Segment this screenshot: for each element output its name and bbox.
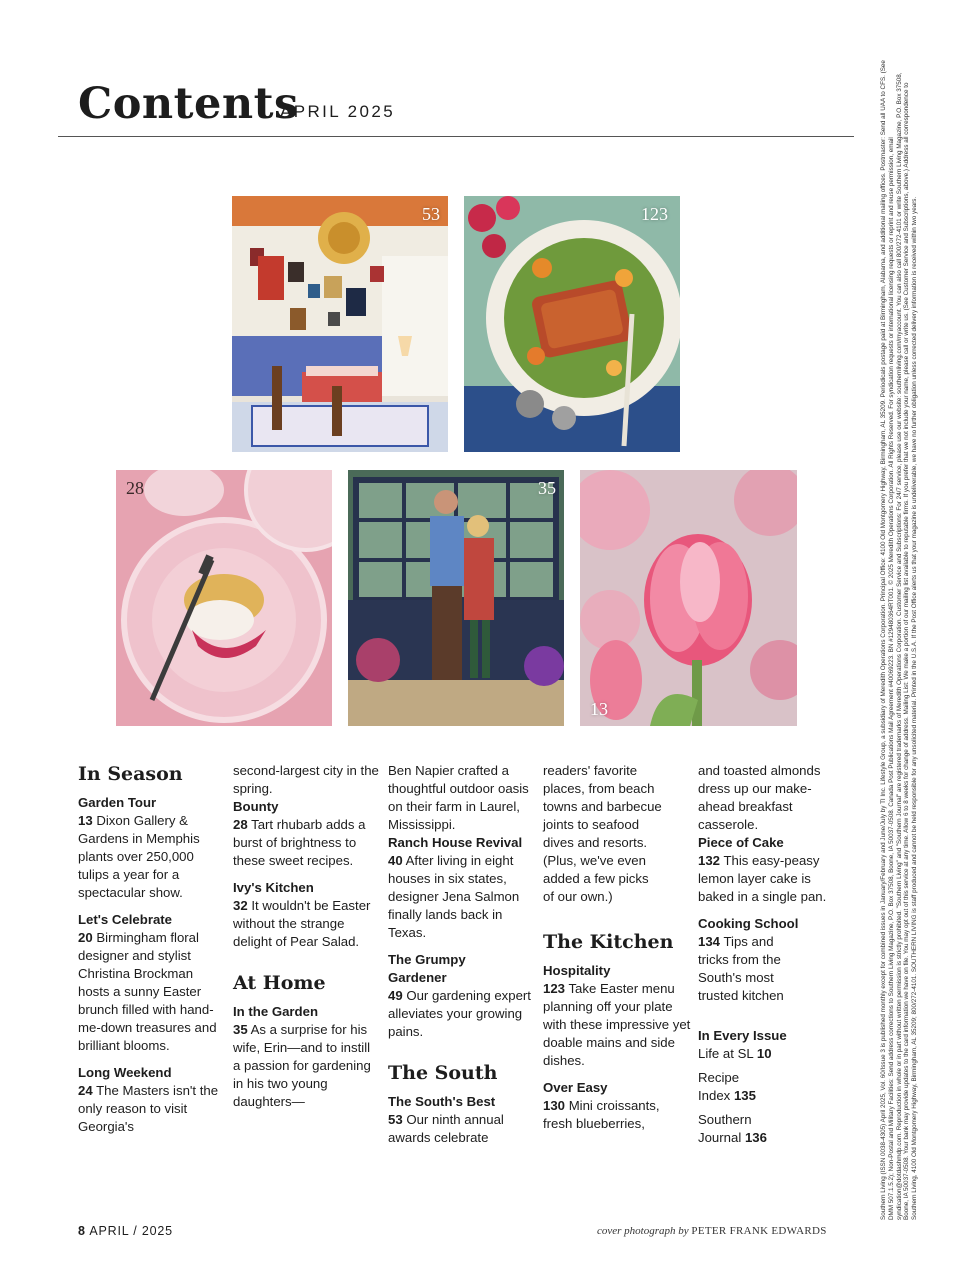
page-number: 32 — [233, 898, 248, 913]
page-number: 135 — [733, 1088, 756, 1103]
item-heading: Long Weekend — [78, 1065, 172, 1080]
item-heading: Piece of Cake — [698, 835, 784, 850]
toc-item-grumpy-gardener[interactable] — [388, 951, 536, 1041]
item-label: Life at SL — [698, 1046, 754, 1061]
toc-column-4 — [543, 762, 691, 1142]
page-number: 49 — [388, 988, 403, 1003]
item-label: Southern Journal — [698, 1112, 752, 1145]
item-heading: Over Easy — [543, 1080, 608, 1095]
toc-item-ivys-kitchen[interactable] — [233, 879, 381, 951]
toc-item-in-the-garden[interactable] — [233, 1003, 381, 1111]
toc-column-2 — [233, 762, 381, 1120]
dessert-illustration — [116, 470, 332, 726]
toc-item-ranch-house-revival[interactable] — [388, 834, 536, 942]
page-title: Contents — [78, 79, 299, 129]
item-heading: Ivy's Kitchen — [233, 880, 314, 895]
header-rule — [58, 136, 854, 137]
photo-rhubarb-dessert[interactable] — [116, 470, 332, 726]
page-number: 13 — [78, 813, 93, 828]
cover-credit — [597, 1225, 827, 1237]
photo-room-interior[interactable] — [232, 196, 448, 452]
room-illustration — [232, 196, 448, 452]
page-number: 28 — [233, 817, 248, 832]
page-number: 10 — [756, 1046, 772, 1061]
photo-page-number: 35 — [538, 478, 556, 498]
item-description: Take Easter menu planning off your plate with these impressive yet doable mains and side dishes. — [543, 981, 691, 1068]
item-description-continued: Ben Napier crafted a thoughtful outdoor oasis on their farm in Laurel, Mississippi. — [388, 763, 529, 832]
toc-item-over-easy[interactable] — [543, 1079, 691, 1133]
credit-prefix: cover photograph by — [597, 1225, 689, 1237]
item-description: Our ninth annual awards celebrate — [388, 1112, 504, 1145]
toc-item-hospitality[interactable] — [543, 962, 691, 1070]
publication-fine-print: Southern Living (ISSN 0038-4305) April 2025, Vol. 60/Issue 3 is published monthly except for combined issues in January/February and June/July by TI Inc. Lifestyle Group, a subsidiary of Meredith Operations Corporation. Principal Office: 4100 Old Montgomery Highway, Birmingham, AL 35209. Periodicals postage paid at Birmingham, Alabama, and additional mailing offices. Postmaster: Send all UAA to CFS. (See DMM 507.1.5.2); Non-Postal and Military Facilities: Send address corrections to Southern Living Magazine, P.O. Box 37508, Boone, IA 50037-0508. Canada Post Publications Mail Agreement #40069223. BN #129480364RT001. © 2025 Meredith Operations Corporation. All Rights Reserved. For syndication requests or international licensing requests or reprint and reuse permission, email syndication@dotdashmdp.com. Reproduction in whole or in part without written permission is strictly prohibited. "Southern Living" and "Southern Journal" are registered trademarks of Meredith Operations Corporation. Customer Service and Subscriptions: For 24/7 service, please use our website: southernliving.com/myaccount. You can also call 800/272-4101 or write Southern Living Magazine, P.O. Box 37508, Boone, IA 50037-0508. Your bank may provide updates to the card information we have on file. You may opt out of this service at any time. Allow 6 to 8 weeks for change of address. Mailing List: We make a portion of our mailing list available to reputable firms. If you prefer that we not include your name, please call or write us. (See Customer Service and Subscriptions, above.) Address all correspondence to Southern Living, 4100 Old Montgomery Highway, Birmingham, AL 35209; 800/272-4101. SOUTHERN LIVING is staff produced and cannot be held responsible for any unsolicited material. Printed in the U.S.A. If the Post Office alerts us that your magazine is undeliverable, we have no further obligation unless corrected delivery information is received within two years. — [880, 60, 919, 1220]
item-heading: The Grumpy Gardener — [388, 952, 466, 985]
item-description: As a surprise for his wife, Erin—and to instill a passion for gardening in his two young daughters— — [233, 1022, 371, 1109]
toc-item-souths-best[interactable] — [388, 1093, 536, 1147]
folio — [78, 1224, 173, 1238]
folio-date: APRIL / 2025 — [89, 1224, 173, 1238]
page-number: 134 — [698, 934, 721, 949]
couple-illustration — [348, 470, 564, 726]
item-description: After living in eight houses in six states, designer Jena Salmon finally lands back in Texas. — [388, 853, 520, 940]
item-description: This easy-peasy lemon layer cake is baked in a single pan. — [698, 853, 827, 904]
toc-item-life-at-sl[interactable] — [698, 1045, 838, 1063]
item-description: The Masters isn't the only reason to visit Georgia's — [78, 1083, 219, 1134]
page-number: 132 — [698, 853, 721, 868]
page-number: 136 — [744, 1130, 767, 1145]
page-number: 24 — [78, 1083, 93, 1098]
folio-page-number: 8 — [78, 1224, 86, 1238]
item-description-continued: readers' favorite places, from beach towns and barbecue joints to seafood dives and resorts. (Plus, we've even added a few picks of our own.) — [543, 763, 662, 904]
toc-item-lets-celebrate[interactable] — [78, 911, 226, 1055]
credit-name: PETER FRANK EDWARDS — [691, 1225, 827, 1237]
toc-item-long-weekend[interactable] — [78, 1064, 226, 1136]
item-heading: In the Garden — [233, 1004, 318, 1019]
photo-page-number: 53 — [422, 204, 440, 224]
section-heading-at-home: At Home — [233, 972, 326, 994]
item-description: Mini croissants, fresh blueberries, — [543, 1098, 660, 1131]
photo-page-number: 123 — [641, 204, 668, 224]
item-heading: Garden Tour — [78, 795, 157, 810]
issue-date: APRIL 2025 — [280, 102, 396, 121]
toc-column-3 — [388, 762, 536, 1156]
toc-item-piece-of-cake[interactable] — [698, 834, 838, 906]
section-heading-in-season: In Season — [78, 763, 183, 785]
toc-item-garden-tour[interactable] — [78, 794, 226, 902]
item-heading: Hospitality — [543, 963, 611, 978]
item-description-continued: and toasted almonds dress up our make-ahead breakfast casserole. — [698, 763, 821, 832]
item-heading: Cooking School — [698, 916, 799, 931]
toc-column-5 — [698, 762, 838, 1147]
section-heading-the-kitchen: The Kitchen — [543, 931, 674, 953]
salmon-illustration — [464, 196, 680, 452]
toc-column-1 — [78, 762, 226, 1145]
item-heading: The South's Best — [388, 1094, 496, 1109]
item-description: Tips and tricks from the South's most trusted kitchen — [698, 934, 784, 1003]
item-description: Birmingham floral designer and stylist Christina Brockman hosts a sunny Easter brunch filled with hand-me-down treasures and brilliant blooms. — [78, 930, 217, 1053]
item-description: It wouldn't be Easter without the strange delight of Pear Salad. — [233, 898, 371, 949]
photo-couple-garden[interactable] — [348, 470, 564, 726]
section-heading-the-south: The South — [388, 1062, 498, 1084]
page-number: 35 — [233, 1022, 248, 1037]
toc-item-bounty[interactable] — [233, 798, 381, 870]
page-number: 20 — [78, 930, 93, 945]
item-description: Tart rhubarb adds a burst of brightness to these sweet recipes. — [233, 817, 366, 868]
photo-salmon-dish[interactable] — [464, 196, 680, 452]
item-heading: Bounty — [233, 799, 279, 814]
item-heading: Let's Celebrate — [78, 912, 173, 927]
photo-tulips[interactable] — [580, 470, 797, 726]
item-description: Dixon Gallery & Gardens in Memphis plants over 250,000 tulips a year for a spectacular show. — [78, 813, 200, 900]
item-description-continued: second-largest city in the spring. — [233, 763, 379, 796]
page-number: 123 — [543, 981, 566, 996]
item-label: Recipe Index — [698, 1070, 740, 1103]
tulips-illustration — [580, 470, 797, 726]
toc-item-cooking-school[interactable] — [698, 915, 838, 1005]
item-description: Our gardening expert alleviates your growing pains. — [388, 988, 531, 1039]
item-heading: Ranch House Revival — [388, 835, 523, 850]
photo-page-number: 13 — [590, 699, 608, 719]
page-number: 130 — [543, 1098, 566, 1113]
section-heading-in-every-issue: In Every Issue — [698, 1028, 787, 1043]
page-number: 53 — [388, 1112, 403, 1127]
toc-item-recipe-index[interactable] — [698, 1069, 768, 1105]
page-number: 40 — [388, 853, 403, 868]
toc-item-southern-journal[interactable] — [698, 1111, 788, 1147]
photo-page-number: 28 — [126, 478, 144, 498]
